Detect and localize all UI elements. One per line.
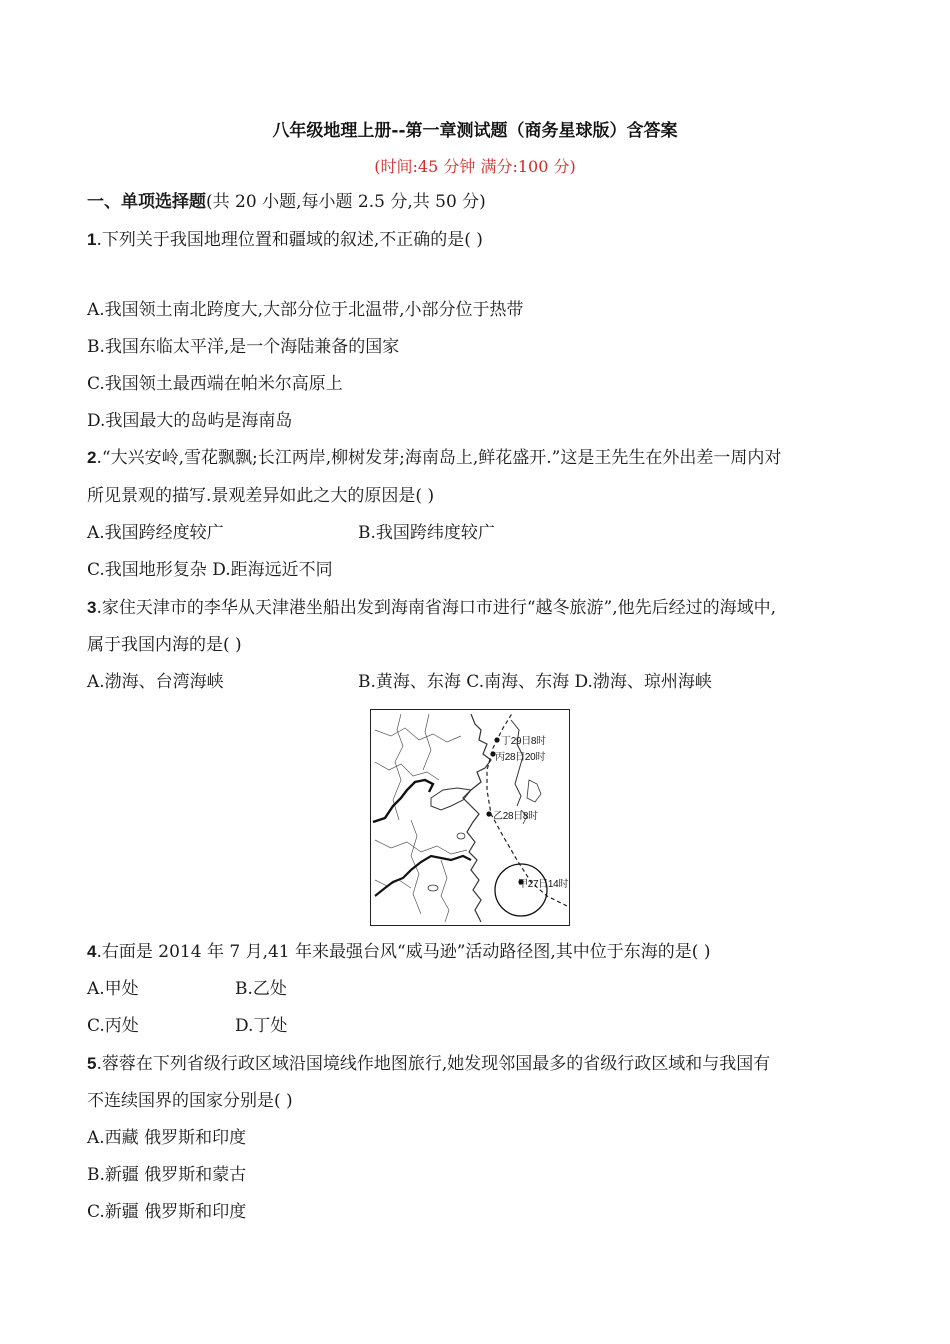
q5-option-b: B.新疆 俄罗斯和蒙古	[87, 1165, 247, 1185]
question-2-stem	[87, 446, 781, 470]
q2-options-cd: C.我国地形复杂 D.距海远近不同	[87, 560, 333, 580]
q3-options	[87, 670, 712, 694]
q4-option-d: D.丁处	[235, 1016, 288, 1036]
question-text: .右面是 2014 年 7 月,41 年来最强台风“威马逊”活动路径图,其中位于东海的是( )	[96, 942, 711, 962]
question-text: .下列关于我国地理位置和疆域的叙述,不正确的是( )	[96, 230, 483, 250]
q4-option-a: A.甲处	[87, 979, 139, 999]
question-number: 4	[87, 942, 97, 961]
section-heading	[87, 190, 486, 214]
q4-option-b: B.乙处	[235, 979, 287, 999]
q1-option-c: C.我国领土最西端在帕米尔高原上	[87, 374, 343, 394]
q4-options-cd	[87, 1014, 288, 1038]
exam-time-and-score: (时间:45 分钟 满分:100 分)	[374, 157, 576, 176]
section-title: 一、单项选择题	[87, 192, 206, 212]
typhoon-path-map	[370, 709, 570, 926]
question-1-stem	[87, 228, 483, 252]
q3-option-a: A.渤海、台湾海峡	[87, 672, 224, 692]
question-5-stem	[87, 1052, 770, 1076]
q4-options-ab	[87, 977, 287, 1001]
question-number: 2	[87, 448, 97, 467]
question-number: 1	[87, 230, 97, 249]
question-number: 3	[87, 598, 97, 617]
q4-option-c: C.丙处	[87, 1016, 139, 1036]
q1-option-b: B.我国东临太平洋,是一个海陆兼备的国家	[87, 337, 400, 357]
page-title: 八年级地理上册--第一章测试题（商务星球版）含答案	[272, 121, 678, 141]
q1-option-a: A.我国领土南北跨度大,大部分位于北温带,小部分位于热带	[87, 300, 524, 320]
section-note: (共 20 小题,每小题 2.5 分,共 50 分)	[206, 192, 486, 212]
q3-options-bcd: B.黄海、东海 C.南海、东海 D.渤海、琼州海峡	[358, 672, 712, 692]
question-4-stem	[87, 940, 710, 964]
q2-options-ab	[87, 521, 495, 545]
question-3-stem	[87, 596, 776, 620]
point-bing-label: 丙28日20时	[495, 752, 546, 763]
question-5-stem-cont: 不连续国界的国家分别是( )	[87, 1091, 293, 1111]
point-yi-label: 乙28日8时	[493, 811, 538, 822]
point-ding-label: 丁29日8时	[501, 736, 546, 747]
q5-option-a: A.西藏 俄罗斯和印度	[87, 1128, 247, 1148]
question-number: 5	[87, 1054, 97, 1073]
question-text: .“大兴安岭,雪花飘飘;长江两岸,柳树发芽;海南岛上,鲜花盛开.”这是王先生在外出差一周内对	[96, 448, 782, 468]
question-3-stem-cont: 属于我国内海的是( )	[87, 635, 242, 655]
question-2-stem-cont: 所见景观的描写.景观差异如此之大的原因是( )	[87, 486, 435, 506]
question-text: .家住天津市的李华从天津港坐船出发到海南省海口市进行“越冬旅游”,他先后经过的海域中,	[96, 598, 777, 618]
q2-option-b: B.我国跨纬度较广	[358, 523, 495, 543]
q2-option-a: A.我国跨经度较广	[87, 523, 224, 543]
point-jia-label: 甲27日14时	[518, 879, 569, 890]
q5-option-c: C.新疆 俄罗斯和印度	[87, 1202, 247, 1222]
q1-option-d: D.我国最大的岛屿是海南岛	[87, 411, 293, 431]
question-text: .蓉蓉在下列省级行政区域沿国境线作地图旅行,她发现邻国最多的省级行政区域和与我国有	[96, 1054, 771, 1074]
